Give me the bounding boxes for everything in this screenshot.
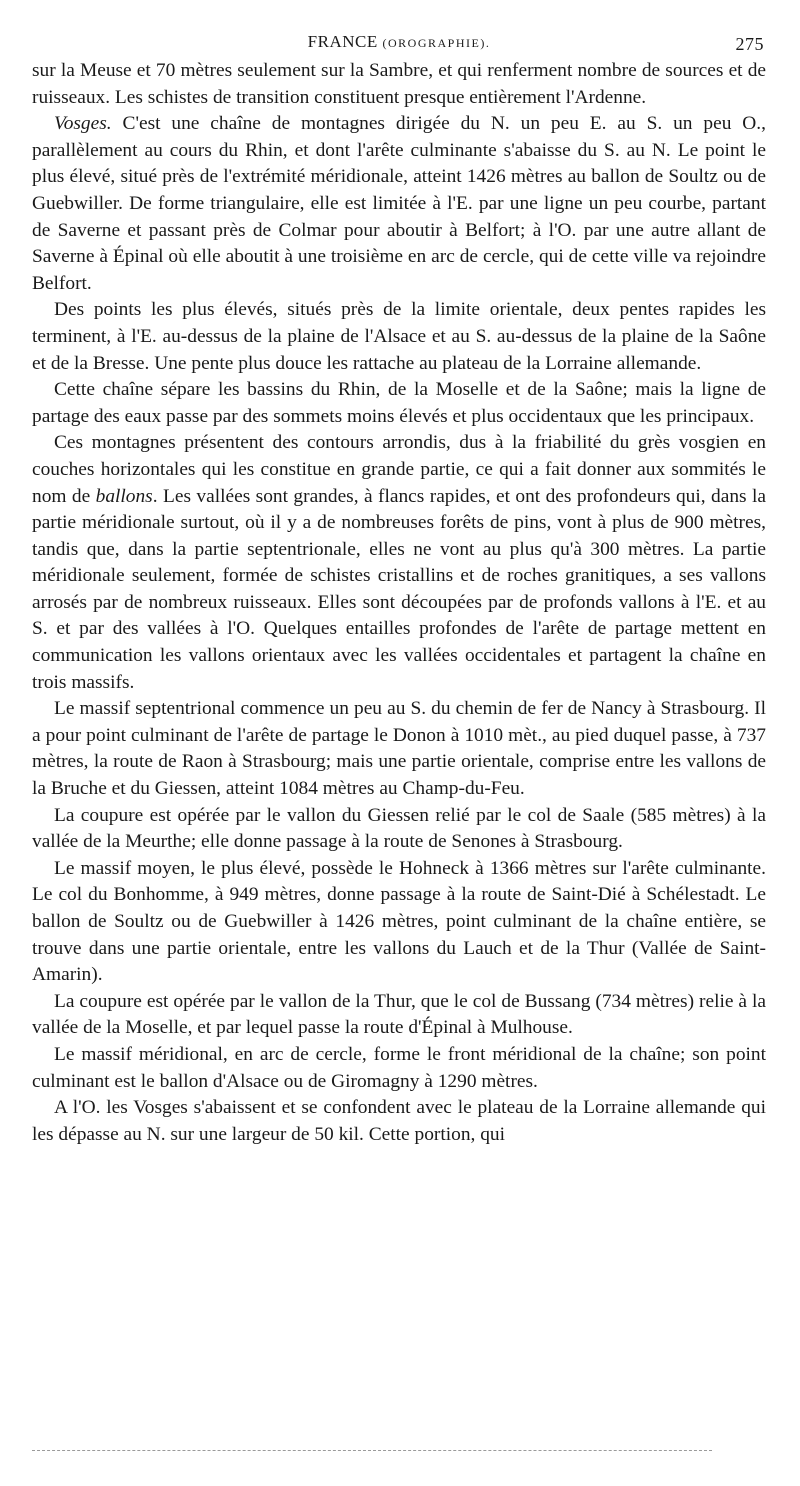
paragraph-2 bbox=[32, 111, 766, 297]
running-title bbox=[32, 32, 766, 52]
paragraph-text: Le massif moyen, le plus élevé, possède le Hohneck à 1366 mètres sur l'arête culminante. Le col du Bonhomme, à 949 mètres, donne passage à la route de Saint-Dié à Schélestadt. Le ballon de Soultz ou de Guebwiller à 1426 mètres, point culminant de la chaîne entière, se trouve dans une partie orientale, entre les vallons du Lauch et de la Thur (Vallée de Saint-Amarin). bbox=[32, 857, 766, 986]
paragraph-1 bbox=[32, 58, 766, 111]
page-number: 275 bbox=[735, 34, 764, 54]
paragraph-text: Le massif septentrional commence un peu au S. du chemin de fer de Nancy à Strasbourg. Il a pour point culminant de l'arête de partage le Donon à 1010 mèt., au pied duquel passe, à 737 mètres, la route de Raon à Strasbourg; mais une partie orientale, comprise entre les vallons de la Bruche et du Giessen, atteint 1084 mètres au Champ-du-Feu. bbox=[32, 698, 766, 800]
paragraph-4 bbox=[32, 377, 766, 430]
paragraph-text: C'est une chaîne de montagnes dirigée du N. un peu E. au S. un peu O., parallèlement au cours du Rhin, et dont l'arête culminante s'abaisse du S. au N. Le point le plus élevé, situé près de l'extrémité méridionale, atteint 1426 mètres au ballon de Soultz ou de Guebwiller. De forme triangulaire, elle est limitée à l'E. par une ligne un peu courbe, partant de Saverne et passant près de Colmar pour aboutir à Belfort; à l'O. par une autre allant de Saverne à Épinal où elle aboutit à une troisième en arc de cercle, qui de cette ville va rejoindre Belfort. bbox=[32, 113, 766, 294]
paragraph-8 bbox=[32, 856, 766, 989]
paragraph-3 bbox=[32, 297, 766, 377]
paragraph-7 bbox=[32, 803, 766, 856]
paragraph-text: La coupure est opérée par le vallon du Giessen relié par le col de Saale (585 mètres) à la vallée de la Meurthe; elle donne passage à la route de Senones à Strasbourg. bbox=[32, 804, 766, 853]
running-header bbox=[32, 28, 766, 58]
paragraph-text: Ces montagnes présentent des contours arrondis, dus à la friabilité du grès vosgien en couches horizontales qui les constitue en grande partie, ce qui a fait donner aux sommités le nom de bbox=[32, 432, 766, 507]
paragraph-text: Cette chaîne sépare les bassins du Rhin, de la Moselle et de la Saône; mais la ligne de partage des eaux passe par des sommets moins élevés et plus occidentaux que les principaux. bbox=[32, 379, 766, 427]
paragraph-text: . Les vallées sont grandes, à flancs rapides, et ont des profondeurs qui, dans la partie méridionale surtout, où il y a de nombreuses forêts de pins, vont à plus de 900 mètres, tandis que, dans la partie septentrionale, elles ne vont au plus qu'à 300 mètres. La partie méridionale seulement, formée de schistes cristallins et de roches granitiques, a ses vallons arrosés par de nombreux ruisseaux. Elles sont découpées par de profonds vallons à l'E. et au S. et par des vallées à l'O. Quelques entailles profondes de l'arête de partage mettent en communication les vallons orientaux avec les vallées occidentales et partagent la chaîne en trois massifs. bbox=[32, 485, 766, 693]
running-title-main: FRANCE bbox=[307, 32, 378, 51]
paragraph-6 bbox=[32, 696, 766, 802]
paragraph-10 bbox=[32, 1042, 766, 1095]
paragraph-5 bbox=[32, 430, 766, 696]
emphasis-ballons: ballons bbox=[95, 485, 153, 507]
paragraph-text: A l'O. les Vosges s'abaissent et se confondent avec le plateau de la Lorraine allemande qui les dépasse au N. sur une largeur de 50 kil. Cette portion, qui bbox=[32, 1097, 766, 1145]
document-page bbox=[32, 28, 766, 1148]
paragraph-9 bbox=[32, 989, 766, 1042]
running-title-sub: (OROGRAPHIE). bbox=[382, 36, 491, 50]
paragraph-text: sur la Meuse et 70 mètres seulement sur la Sambre, et qui renferment nombre de sources et de ruisseaux. Les schistes de transition constituent presque entièrement l'Ardenne. bbox=[32, 60, 766, 108]
paragraph-text: Le massif méridional, en arc de cercle, forme le front méridional de la chaîne; son point culminant est le ballon d'Alsace ou de Giromagny à 1290 mètres. bbox=[32, 1043, 766, 1092]
paragraph-text: La coupure est opérée par le vallon de la Thur, que le col de Bussang (734 mètres) relie à la vallée de la Moselle, et par lequel passe la route d'Épinal à Mulhouse. bbox=[32, 990, 766, 1039]
footer-divider bbox=[32, 1450, 712, 1451]
paragraph-11 bbox=[32, 1095, 766, 1148]
paragraph-text: Des points les plus élevés, situés près de la limite orientale, deux pentes rapides les terminent, à l'E. au-dessus de la plaine de l'Alsace et au S. au-dessus de la plaine de la Saône et de la Bresse. Une pente plus douce les rattache au plateau de la Lorraine allemande. bbox=[32, 299, 766, 374]
body-text bbox=[32, 58, 766, 1148]
section-lead-vosges: Vosges. bbox=[54, 113, 112, 135]
